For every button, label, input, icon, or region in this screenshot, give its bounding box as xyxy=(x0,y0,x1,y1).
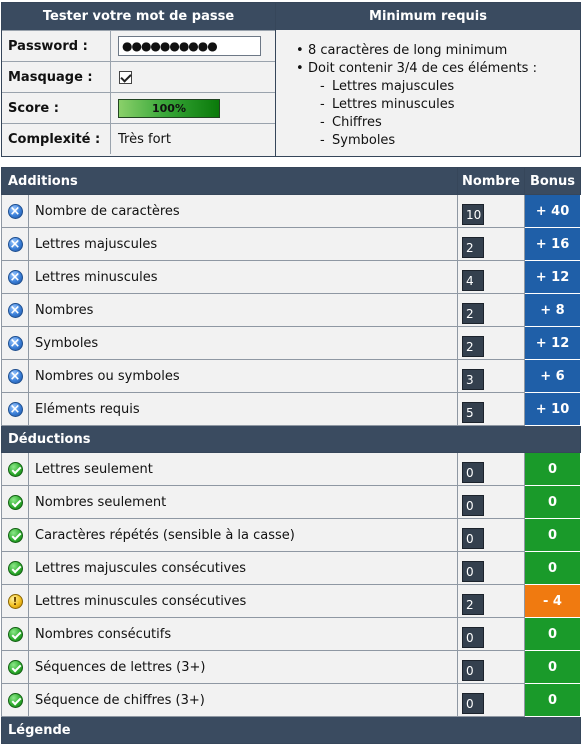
row-label: Lettres seulement xyxy=(29,453,458,486)
table-row xyxy=(2,486,581,519)
table-row xyxy=(2,393,581,426)
row-bonus: 0 xyxy=(525,651,581,684)
row-label: Lettres minuscules consécutives xyxy=(29,585,458,618)
info-icon xyxy=(8,303,23,318)
check-icon xyxy=(8,693,23,708)
row-label: Symboles xyxy=(29,327,458,360)
complexity-label: Complexité : xyxy=(2,124,111,154)
deductions-header xyxy=(2,426,581,453)
additions-header xyxy=(2,168,581,195)
password-row xyxy=(2,30,275,61)
table-row xyxy=(2,195,581,228)
requirements-title: Minimum requis xyxy=(276,3,580,30)
row-bonus: + 12 xyxy=(525,261,581,294)
table-row xyxy=(2,360,581,393)
row-label: Caractères répétés (sensible à la casse) xyxy=(29,519,458,552)
requirements-list xyxy=(276,30,580,150)
row-bonus: + 8 xyxy=(525,294,581,327)
row-bonus: + 16 xyxy=(525,228,581,261)
requirement-subitem: - Chiffres xyxy=(320,114,580,132)
score-text: 100% xyxy=(152,101,186,115)
row-bonus: + 10 xyxy=(525,393,581,426)
requirement-item: • 8 caractères de long minimum xyxy=(308,42,580,60)
row-count: 2 xyxy=(462,336,484,357)
check-icon xyxy=(8,561,23,576)
row-count: 0 xyxy=(462,528,484,549)
table-row xyxy=(2,453,581,486)
info-icon xyxy=(8,402,23,417)
row-count: 0 xyxy=(462,495,484,516)
info-icon xyxy=(8,369,23,384)
table-row xyxy=(2,684,581,717)
column-header-count: Nombre xyxy=(458,168,525,195)
check-icon xyxy=(8,462,23,477)
row-label: Nombres xyxy=(29,294,458,327)
requirement-subitem: - Lettres minuscules xyxy=(320,96,580,114)
info-icon xyxy=(8,270,23,285)
score-bar xyxy=(118,99,220,118)
row-count: 4 xyxy=(462,270,484,291)
row-label: Lettres majuscules consécutives xyxy=(29,552,458,585)
row-label: Lettres majuscules xyxy=(29,228,458,261)
table-row xyxy=(2,228,581,261)
legend-header xyxy=(2,717,581,744)
tester-section xyxy=(2,3,276,156)
requirement-subitem: - Lettres majuscules xyxy=(320,78,580,96)
row-bonus: 0 xyxy=(525,552,581,585)
row-bonus: + 12 xyxy=(525,327,581,360)
mask-label: Masquage : xyxy=(2,62,111,92)
row-label: Nombres seulement xyxy=(29,486,458,519)
mask-row xyxy=(2,61,275,92)
table-row xyxy=(2,618,581,651)
row-count: 2 xyxy=(462,237,484,258)
info-icon xyxy=(8,336,23,351)
requirement-subitem: - Symboles xyxy=(320,132,580,150)
requirement-item: • Doit contenir 3/4 de ces éléments : xyxy=(308,60,580,78)
row-label: Nombre de caractères xyxy=(29,195,458,228)
row-count: 0 xyxy=(462,693,484,714)
legend-header-title: Légende xyxy=(2,717,581,744)
row-count: 0 xyxy=(462,561,484,582)
info-icon xyxy=(8,204,23,219)
table-row xyxy=(2,519,581,552)
score-label: Score : xyxy=(2,93,111,123)
password-label: Password : xyxy=(2,31,111,61)
row-count: 0 xyxy=(462,627,484,648)
table-row xyxy=(2,552,581,585)
row-bonus: 0 xyxy=(525,519,581,552)
complexity-value: Très fort xyxy=(118,131,171,147)
password-input[interactable]: ●●●●●●●●●● xyxy=(118,36,261,56)
table-row xyxy=(2,585,581,618)
complexity-row xyxy=(2,123,275,154)
score-breakdown-table xyxy=(1,167,581,744)
deductions-header-title: Déductions xyxy=(2,426,581,453)
row-bonus: 0 xyxy=(525,486,581,519)
row-count: 2 xyxy=(462,594,484,615)
table-row xyxy=(2,327,581,360)
table-row xyxy=(2,261,581,294)
column-header-bonus: Bonus xyxy=(525,168,581,195)
row-count: 3 xyxy=(462,369,484,390)
score-row xyxy=(2,92,275,123)
password-tester-panel xyxy=(1,2,581,157)
table-row xyxy=(2,651,581,684)
table-row xyxy=(2,294,581,327)
requirements-section xyxy=(276,3,580,156)
row-count: 0 xyxy=(462,462,484,483)
row-label: Nombres ou symboles xyxy=(29,360,458,393)
row-bonus: + 40 xyxy=(525,195,581,228)
row-label: Nombres consécutifs xyxy=(29,618,458,651)
warning-icon xyxy=(8,594,23,609)
row-count: 0 xyxy=(462,660,484,681)
mask-checkbox[interactable] xyxy=(119,71,132,84)
row-count: 10 xyxy=(462,204,484,225)
tester-title: Tester votre mot de passe xyxy=(2,3,275,30)
row-bonus: + 6 xyxy=(525,360,581,393)
check-icon xyxy=(8,528,23,543)
row-bonus: - 4 xyxy=(525,585,581,618)
check-icon xyxy=(8,495,23,510)
row-label: Eléments requis xyxy=(29,393,458,426)
row-count: 5 xyxy=(462,402,484,423)
row-bonus: 0 xyxy=(525,618,581,651)
row-label: Séquences de lettres (3+) xyxy=(29,651,458,684)
check-icon xyxy=(8,627,23,642)
row-label: Séquence de chiffres (3+) xyxy=(29,684,458,717)
check-icon xyxy=(8,660,23,675)
info-icon xyxy=(8,237,23,252)
additions-header-title: Additions xyxy=(2,168,458,195)
row-label: Lettres minuscules xyxy=(29,261,458,294)
requirement-sublist xyxy=(308,78,580,150)
row-count: 2 xyxy=(462,303,484,324)
row-bonus: 0 xyxy=(525,684,581,717)
row-bonus: 0 xyxy=(525,453,581,486)
